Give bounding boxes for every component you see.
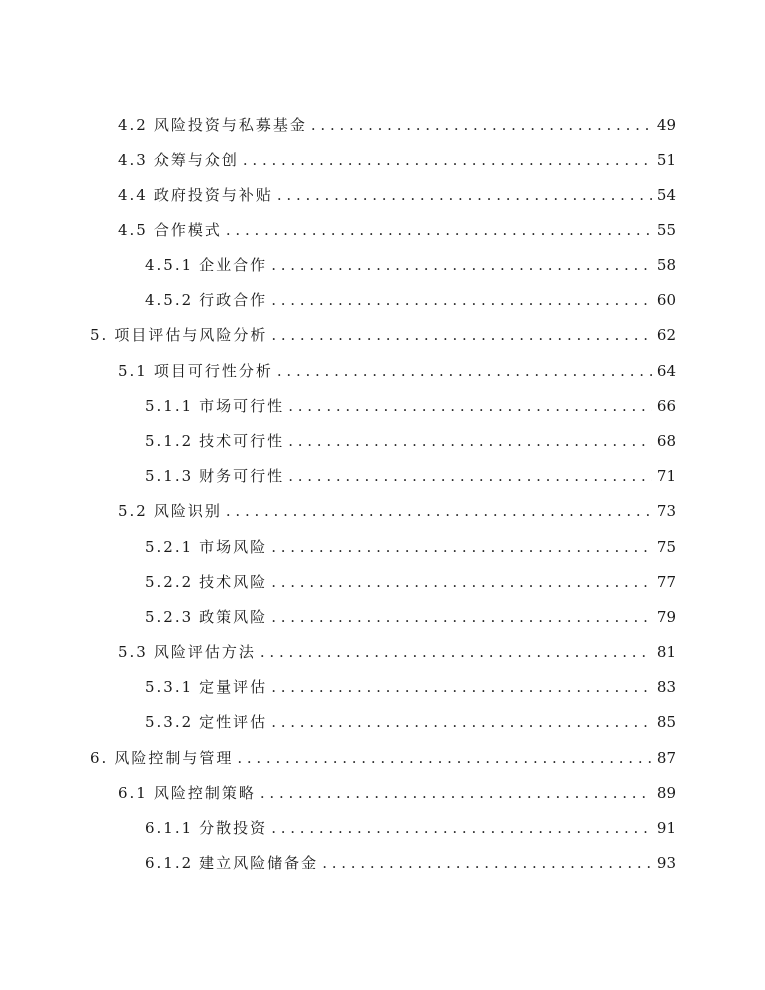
toc-leader-dots	[288, 466, 652, 486]
toc-leader-dots	[237, 748, 652, 768]
toc-entry[interactable]	[145, 290, 676, 310]
toc-entry[interactable]	[118, 150, 676, 170]
toc-leader-dots	[322, 853, 652, 873]
toc-leader-dots	[271, 325, 652, 345]
toc-entry-number: 5.2.1	[145, 538, 194, 556]
toc-entry-number: 4.5	[118, 221, 148, 239]
toc-entry-number: 4.2	[118, 116, 148, 134]
toc-entry-page: 60	[656, 291, 676, 309]
toc-entry-page: 55	[656, 221, 676, 239]
toc-entry-title: 众筹与众创	[153, 151, 239, 169]
toc-entry-title: 政府投资与补贴	[153, 186, 273, 204]
toc-leader-dots	[271, 677, 652, 697]
toc-entry-title: 技术可行性	[199, 432, 285, 450]
toc-entry[interactable]	[145, 537, 676, 557]
toc-entry-title: 市场风险	[199, 538, 268, 556]
toc-entry[interactable]	[145, 255, 676, 275]
toc-entry[interactable]	[118, 642, 676, 662]
toc-entry[interactable]	[145, 853, 676, 873]
toc-entry-number: 4.5.1	[145, 256, 194, 274]
toc-entry-page: 68	[656, 432, 676, 450]
toc-entry-page: 91	[656, 819, 676, 837]
toc-entry-title: 风险控制与管理	[114, 749, 234, 767]
toc-entry[interactable]	[90, 325, 676, 345]
toc-entry-page: 81	[656, 643, 676, 661]
toc-entry-number: 4.4	[118, 186, 148, 204]
toc-leader-dots	[226, 220, 652, 240]
toc-entry[interactable]	[145, 818, 676, 838]
toc-entry-title: 企业合作	[199, 256, 268, 274]
toc-leader-dots	[243, 150, 652, 170]
toc-entry[interactable]	[90, 748, 676, 768]
toc-entry-number: 5.2.2	[145, 573, 194, 591]
toc-entry-number: 5.2.3	[145, 608, 194, 626]
toc-entry[interactable]	[145, 677, 676, 697]
toc-entry-number: 6.1.2	[145, 854, 194, 872]
toc-entry-page: 79	[656, 608, 676, 626]
toc-leader-dots	[260, 642, 652, 662]
toc-entry[interactable]	[118, 115, 676, 135]
toc-entry-title: 风险评估方法	[153, 643, 256, 661]
toc-entry-page: 89	[656, 784, 676, 802]
toc-entry-number: 6.1.1	[145, 819, 194, 837]
toc-leader-dots	[277, 185, 652, 205]
toc-entry-title: 建立风险储备金	[199, 854, 319, 872]
toc-leader-dots	[226, 501, 652, 521]
toc-entry[interactable]	[118, 185, 676, 205]
toc-leader-dots	[271, 290, 652, 310]
toc-entry-page: 87	[656, 749, 676, 767]
toc-entry-page: 66	[656, 397, 676, 415]
toc-leader-dots	[288, 431, 652, 451]
toc-entry-number: 5.1.2	[145, 432, 194, 450]
toc-entry[interactable]	[145, 431, 676, 451]
toc-entry-title: 风险投资与私募基金	[153, 116, 307, 134]
toc-leader-dots	[271, 572, 652, 592]
toc-entry-page: 49	[656, 116, 676, 134]
toc-entry-number: 4.5.2	[145, 291, 194, 309]
toc-entry-number: 5.3.1	[145, 678, 194, 696]
toc-entry-number: 4.3	[118, 151, 148, 169]
toc-entry-page: 62	[656, 326, 676, 344]
toc-entry-number: 5.2	[118, 502, 148, 520]
toc-entry-title: 市场可行性	[199, 397, 285, 415]
toc-leader-dots	[311, 115, 652, 135]
toc-entry-title: 政策风险	[199, 608, 268, 626]
toc-entry-number: 5.3.2	[145, 713, 194, 731]
toc-entry-page: 83	[656, 678, 676, 696]
toc-entry-title: 定性评估	[199, 713, 268, 731]
toc-entry[interactable]	[145, 396, 676, 416]
toc-entry-number: 5.1.3	[145, 467, 194, 485]
toc-entry-page: 85	[656, 713, 676, 731]
toc-entry-page: 93	[656, 854, 676, 872]
toc-entry-title: 项目可行性分析	[153, 362, 273, 380]
toc-entry-number: 5.3	[118, 643, 148, 661]
toc-leader-dots	[271, 818, 652, 838]
toc-entry-number: 6.1	[118, 784, 148, 802]
toc-entry[interactable]	[145, 607, 676, 627]
toc-entry-page: 77	[656, 573, 676, 591]
toc-entry-page: 58	[656, 256, 676, 274]
toc-entry[interactable]	[118, 501, 676, 521]
toc-entry[interactable]	[145, 712, 676, 732]
toc-leader-dots	[277, 361, 652, 381]
toc-entry[interactable]	[118, 361, 676, 381]
toc-entry-title: 财务可行性	[199, 467, 285, 485]
toc-entry[interactable]	[145, 466, 676, 486]
toc-entry-title: 合作模式	[153, 221, 222, 239]
toc-entry-title: 风险识别	[153, 502, 222, 520]
toc-entry-page: 75	[656, 538, 676, 556]
toc-entry-title: 技术风险	[199, 573, 268, 591]
toc-entry-number: 6.	[90, 749, 109, 767]
toc-entry[interactable]	[145, 572, 676, 592]
toc-entry-title: 分散投资	[199, 819, 268, 837]
toc-leader-dots	[288, 396, 652, 416]
toc-leader-dots	[271, 537, 652, 557]
toc-leader-dots	[271, 712, 652, 732]
toc-entry[interactable]	[118, 220, 676, 240]
toc-entry-page: 51	[656, 151, 676, 169]
toc-entry-page: 71	[656, 467, 676, 485]
toc-leader-dots	[271, 255, 652, 275]
toc-entry-number: 5.	[90, 326, 109, 344]
toc-entry-number: 5.1.1	[145, 397, 194, 415]
toc-entry-page: 64	[656, 362, 676, 380]
toc-entry-title: 项目评估与风险分析	[114, 326, 268, 344]
toc-entry-page: 73	[656, 502, 676, 520]
toc-entry-title: 行政合作	[199, 291, 268, 309]
toc-leader-dots	[260, 783, 652, 803]
toc-entry[interactable]	[118, 783, 676, 803]
toc-entry-title: 定量评估	[199, 678, 268, 696]
toc-entry-number: 5.1	[118, 362, 148, 380]
toc-entry-title: 风险控制策略	[153, 784, 256, 802]
toc-entry-page: 54	[656, 186, 676, 204]
toc-leader-dots	[271, 607, 652, 627]
